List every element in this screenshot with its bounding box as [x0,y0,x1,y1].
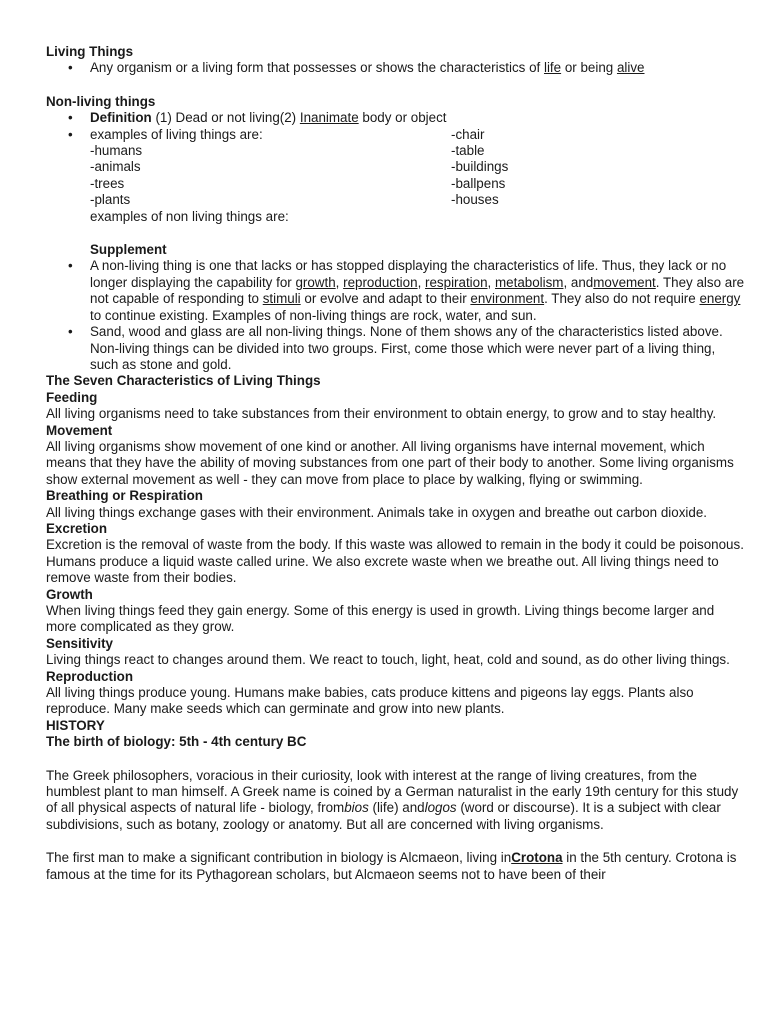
environment-link[interactable]: environment [470,291,545,307]
alive-link[interactable]: alive [616,60,645,76]
history-paragraph [46,768,746,834]
text: to continue existing. Examples of non-living things are rock, water, and sun. [90,307,537,323]
text: Any organism or a living form that possesses or shows the characteristics of [90,60,544,76]
section-title: Breathing or Respiration [46,488,203,504]
examples-nonliving-intro: examples of non living things are: [90,208,289,224]
seven-characteristics-heading: The Seven Characteristics of Living Things [46,373,321,389]
text: (1) Dead or not living(2) [151,110,300,126]
life-link[interactable]: life [543,60,562,76]
text: body or object [358,110,447,126]
history-subheading: The birth of biology: 5th - 4th century BC [46,734,307,750]
metabolism-link[interactable]: metabolism [495,274,564,290]
text: The first man to make a significant contribution in biology is Alcmaeon, living in [46,850,512,866]
section-text: Excretion is the removal of waste from the body. If this waste was allowed to remain in the body it could be poisonous. Humans produce a liquid waste called urine. We also excrete waste when we breathe out. All living things need to remove waste from their bodies. [46,537,744,586]
supplement-list [46,258,746,373]
examples-left-column [90,127,746,225]
respiration-link[interactable]: respiration [425,274,488,290]
list-item: • Sand, wood and glass are all non-living things. None of them shows any of the characteristics listed above. Non-living things can be divided into two groups. First, come those which were never part of a living thing, such as stone and gold. [46,324,746,373]
text: in the 5th century. Crotona is famous at the time for its Pythagorean scholars, but Alcmaeon seems not to have been of their [46,850,737,882]
history-heading: HISTORY [46,717,105,733]
example-item: -houses [451,192,499,208]
example-item: -table [451,143,485,159]
stimuli-link[interactable]: stimuli [262,291,301,307]
list-item [46,127,746,225]
example-item: -buildings [451,159,509,175]
section-text: When living things feed they gain energy. Some of this energy is used in growth. Living things become larger and more complicated as they grow. [46,603,715,635]
section-title: Sensitivity [46,635,113,651]
section-text: Living things react to changes around them. We react to touch, light, heat, cold and sound, as do other living things. [46,652,730,668]
text: , [417,274,426,290]
living-things-list [46,60,746,76]
history-paragraph [46,850,746,883]
examples-right-column [451,127,508,209]
text: The Greek philosophers, voracious in their curiosity, look with interest at the range of living creatures, from the humblest plant to man himself. A Greek name is coined by a German naturalist in the early 19th century for this study of all physical aspects of natural life - biology, from [46,767,739,816]
crotona-link[interactable]: Crotona [511,850,563,866]
reproduction-link[interactable]: reproduction [343,274,418,290]
text: , and [563,274,594,290]
section-text: All living organisms show movement of one kind or another. All living organisms have internal movement, which means that they have the ability of moving substances from one part of their body to another. Some living organisms show external movement as well - they can move from place to place by walking, flying or swimming. [46,438,734,487]
example-item: -animals [90,159,141,175]
non-living-list [46,110,746,225]
section-title: Growth [46,586,93,602]
example-item: -humans [90,143,143,159]
text: (life) and [368,800,425,816]
supplement-heading: Supplement [90,242,167,258]
text: . They also are not capable of responding to [90,274,745,307]
section-text: All living organisms need to take substances from their environment to obtain energy, to grow and to stay healthy. [46,406,717,422]
text: , [487,274,495,290]
document-page [46,44,746,883]
text: (word or discourse). It is a subject with clear subdivisions, such as botany, zoology or anatomy. But all are concerned with living organisms. [46,800,721,832]
example-item: -chair [451,126,485,142]
section-text: All living things produce young. Humans make babies, cats produce kittens and pigeons lay eggs. Plants also reproduce. Many make seeds which can germinate and grow into new plants. [46,685,694,717]
definition-label: Definition [90,110,152,126]
growth-link[interactable]: growth [295,274,336,290]
section-title: Reproduction [46,668,134,684]
list-item [46,110,746,126]
movement-link[interactable]: movement [593,274,656,290]
logos-term: logos [424,800,457,816]
text: or evolve and adapt to their [300,291,471,307]
inanimate-link[interactable]: Inanimate [299,110,359,126]
non-living-heading: Non-living things [46,93,156,109]
section-title: Feeding [46,389,98,405]
example-item: -plants [90,192,131,208]
examples-columns [90,127,746,225]
examples-intro: • examples of living things are: [90,126,263,142]
section-text: All living things exchange gases with their environment. Animals take in oxygen and breathe out carbon dioxide. [46,504,707,520]
living-things-heading: Living Things [46,44,134,59]
example-item: -trees [90,175,125,191]
list-item [46,60,746,76]
list-item [46,258,746,324]
text: . They also do not require [544,291,700,307]
section-title: Movement [46,422,113,438]
text: or being [561,60,617,76]
example-item: -ballpens [451,175,506,191]
energy-link[interactable]: energy [699,291,741,307]
bios-term: bios [344,800,369,816]
section-title: Excretion [46,520,108,536]
text: A non-living thing is one that lacks or has stopped displaying the characteristics of life. Thus, they lack or no longer displaying the capability for [90,258,727,290]
text: , [335,274,344,290]
